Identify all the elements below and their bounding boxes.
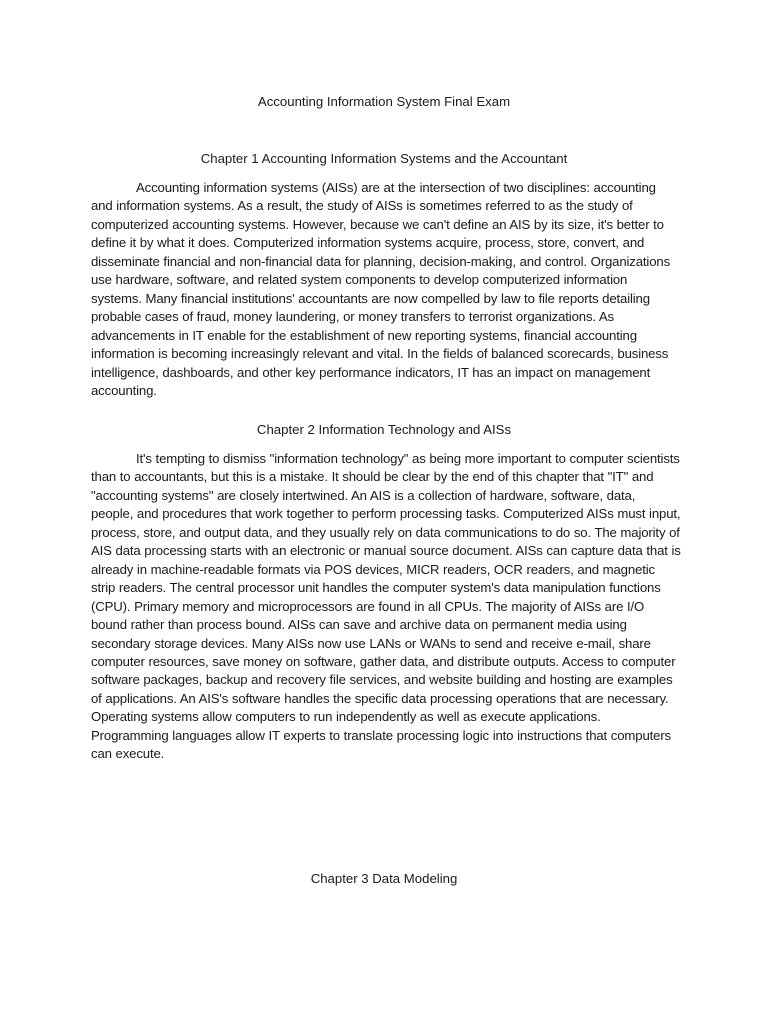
document-title: Accounting Information System Final Exam [257, 94, 511, 109]
chapter-2-heading: Chapter 2 Information Technology and AISs [256, 422, 512, 437]
chapter-2-body: It's tempting to dismiss "information technology" as being more important to computer scientists than to accountants, but this is a mistake. It should be clear by the end of this chapter that "IT" and "accounting systems" are closely intertwined. An AIS is a collection of hardware, software, data, people, and procedures that work together to perform processing tasks. Computerized AISs must input, process, store, and output data, and they usually rely on data communications to do so. The majority of AIS data processing starts with an electronic or manual source document. AISs can capture data that is already in machine-readable formats via POS devices, MICR readers, OCR readers, and magnetic strip readers. The central processor unit handles the computer system's data manipulation functions (CPU). Primary memory and microprocessors are found in all CPUs. The majority of AISs are I/O bound rather than process bound. AISs can save and archive data on permanent media using secondary storage devices. Many AISs now use LANs or WANs to send and receive e-mail, share computer resources, save money on software, gather data, and distribute outputs. Access to computer software packages, backup and recovery file services, and website building and hosting are examples of applications. An AIS's software handles the specific data processing operations that are necessary. Operating systems allow computers to run independently as well as execute applications. Programming languages allow IT experts to translate processing logic into instructions that computers can execute. [91, 451, 681, 762]
chapter-3-heading: Chapter 3 Data Modeling [310, 871, 458, 886]
chapter-1-body: Accounting information systems (AISs) are at the intersection of two disciplines: accounting and information systems. As a result, the study of AISs is sometimes referred to as the study of computerized accounting systems. However, because we can't define an AIS by its size, it's better to define it by what it does. Computerized information systems acquire, process, store, convert, and disseminate financial and non-financial data for planning, decision-making, and control. Organizations use hardware, software, and related system components to develop computerized information systems. Many financial institutions' accountants are now compelled by law to file reports detailing probable cases of fraud, money laundering, or money transfers to terrorist organizations. As advancements in IT enable for the establishment of new reporting systems, financial accounting information is becoming increasingly relevant and vital. In the fields of balanced scorecards, business intelligence, dashboards, and other key performance indicators, IT has an impact on management accounting. [91, 180, 671, 398]
chapter-1-heading: Chapter 1 Accounting Information Systems and the Accountant [200, 151, 568, 166]
